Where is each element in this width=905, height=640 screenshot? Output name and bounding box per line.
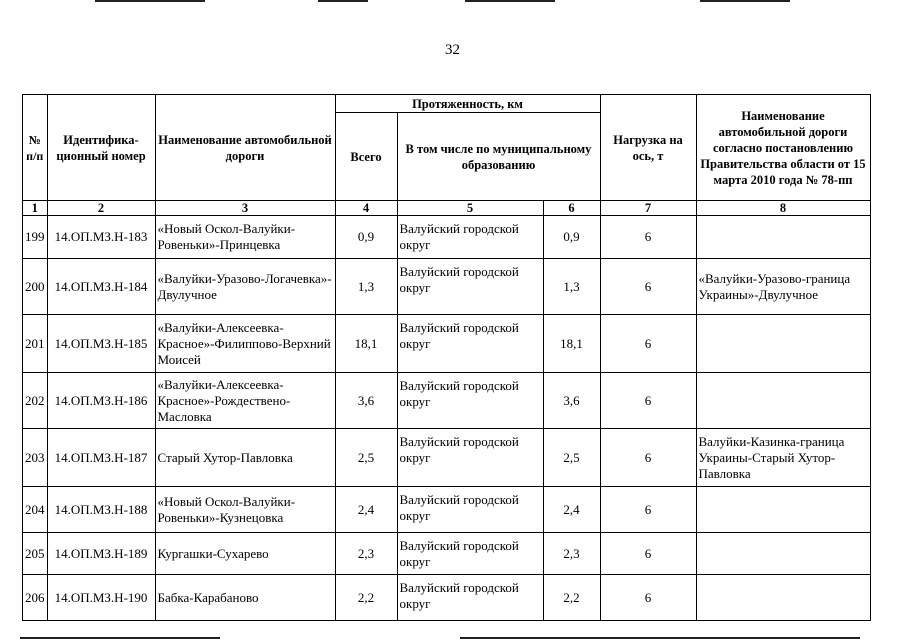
official-name-cell: [696, 533, 870, 575]
official-name-cell: [696, 487, 870, 533]
municipality-cell: Валуйский городской округ: [397, 373, 543, 429]
municipal-length-cell: 2,3: [543, 533, 600, 575]
total-length-cell: 2,5: [335, 429, 397, 487]
table-row: [23, 373, 871, 429]
municipal-length-cell: 2,5: [543, 429, 600, 487]
official-name-cell: «Валуйки-Уразово-граница Украины»-Двулучное: [696, 259, 870, 315]
column-number: 7: [600, 201, 696, 216]
municipal-length-cell: 2,2: [543, 575, 600, 621]
column-number: 3: [155, 201, 335, 216]
column-number: 5: [397, 201, 543, 216]
official-name-cell: [696, 575, 870, 621]
axle-load-cell: 6: [600, 216, 696, 259]
axle-load-cell: 6: [600, 533, 696, 575]
municipality-cell: Валуйский городской округ: [397, 315, 543, 373]
row-number-cell: 204: [23, 487, 48, 533]
official-name-cell: [696, 315, 870, 373]
municipal-length-cell: 18,1: [543, 315, 600, 373]
scan-line-bottom-right: [460, 637, 860, 639]
axle-load-cell: 6: [600, 575, 696, 621]
header-official-name: Наименование автомобильной дороги согласно постановлению Правительства области от 15 марта 2010 года № 78-пп: [696, 95, 870, 201]
official-name-cell: [696, 373, 870, 429]
identifier-cell: 14.ОП.МЗ.Н-183: [47, 216, 155, 259]
road-name-cell: Старый Хутор-Павловка: [155, 429, 335, 487]
identifier-cell: 14.ОП.МЗ.Н-189: [47, 533, 155, 575]
road-name-cell: «Валуйки-Алексеевка-Красное»-Филиппово-Верхний Моисей: [155, 315, 335, 373]
identifier-cell: 14.ОП.МЗ.Н-187: [47, 429, 155, 487]
header-length-group: Протяженность, км: [335, 95, 600, 113]
table-row: [23, 429, 871, 487]
total-length-cell: 2,2: [335, 575, 397, 621]
total-length-cell: 2,4: [335, 487, 397, 533]
official-name-cell: [696, 216, 870, 259]
column-number: 2: [47, 201, 155, 216]
scan-line-top-far: [700, 0, 790, 2]
row-number-cell: 203: [23, 429, 48, 487]
column-number-row: [23, 201, 871, 216]
header-load: Нагрузка на ось, т: [600, 95, 696, 201]
road-name-cell: Кургашки-Сухарево: [155, 533, 335, 575]
axle-load-cell: 6: [600, 259, 696, 315]
municipality-cell: Валуйский городской округ: [397, 487, 543, 533]
axle-load-cell: 6: [600, 429, 696, 487]
header-name: Наименование автомобильной дороги: [155, 95, 335, 201]
axle-load-cell: 6: [600, 487, 696, 533]
municipality-cell: Валуйский городской округ: [397, 429, 543, 487]
road-name-cell: «Новый Оскол-Валуйки-Ровеньки»-Принцевка: [155, 216, 335, 259]
total-length-cell: 18,1: [335, 315, 397, 373]
table-row: [23, 487, 871, 533]
header-row-1: [23, 95, 871, 113]
axle-load-cell: 6: [600, 315, 696, 373]
identifier-cell: 14.ОП.МЗ.Н-186: [47, 373, 155, 429]
row-number-cell: 200: [23, 259, 48, 315]
roads-table: [22, 94, 871, 621]
municipal-length-cell: 1,3: [543, 259, 600, 315]
table-row: [23, 533, 871, 575]
identifier-cell: 14.ОП.МЗ.Н-188: [47, 487, 155, 533]
road-name-cell: «Новый Оскол-Валуйки-Ровеньки»-Кузнецовка: [155, 487, 335, 533]
municipal-length-cell: 3,6: [543, 373, 600, 429]
municipality-cell: Валуйский городской округ: [397, 259, 543, 315]
table-row: [23, 216, 871, 259]
row-number-cell: 199: [23, 216, 48, 259]
identifier-cell: 14.ОП.МЗ.Н-185: [47, 315, 155, 373]
total-length-cell: 1,3: [335, 259, 397, 315]
scan-line-top-left: [95, 0, 205, 2]
identifier-cell: 14.ОП.МЗ.Н-184: [47, 259, 155, 315]
header-id: Идентифика-ционный номер: [47, 95, 155, 201]
column-number: 1: [23, 201, 48, 216]
scan-line-bottom-left: [20, 637, 220, 639]
scan-line-top-right: [465, 0, 555, 2]
municipality-cell: Валуйский городской округ: [397, 533, 543, 575]
row-number-cell: 205: [23, 533, 48, 575]
row-number-cell: 201: [23, 315, 48, 373]
official-name-cell: Валуйки-Казинка-граница Украины-Старый Хутор-Павловка: [696, 429, 870, 487]
municipal-length-cell: 2,4: [543, 487, 600, 533]
total-length-cell: 2,3: [335, 533, 397, 575]
municipal-length-cell: 0,9: [543, 216, 600, 259]
row-number-cell: 202: [23, 373, 48, 429]
total-length-cell: 3,6: [335, 373, 397, 429]
table-row: [23, 315, 871, 373]
road-name-cell: «Валуйки-Алексеевка-Красное»-Рождествено-Масловка: [155, 373, 335, 429]
column-number: 8: [696, 201, 870, 216]
column-number: 4: [335, 201, 397, 216]
header-total: Всего: [335, 113, 397, 201]
header-municipal: В том числе по муниципальному образованию: [397, 113, 600, 201]
road-name-cell: Бабка-Карабаново: [155, 575, 335, 621]
row-number-cell: 206: [23, 575, 48, 621]
header-num: № п/п: [23, 95, 48, 201]
municipality-cell: Валуйский городской округ: [397, 575, 543, 621]
total-length-cell: 0,9: [335, 216, 397, 259]
municipality-cell: Валуйский городской округ: [397, 216, 543, 259]
table-row: [23, 259, 871, 315]
table-row: [23, 575, 871, 621]
column-number: 6: [543, 201, 600, 216]
axle-load-cell: 6: [600, 373, 696, 429]
road-name-cell: «Валуйки-Уразово-Логачевка»-Двулучное: [155, 259, 335, 315]
page-number: 32: [445, 42, 460, 58]
identifier-cell: 14.ОП.МЗ.Н-190: [47, 575, 155, 621]
scan-line-top-mid: [318, 0, 368, 2]
